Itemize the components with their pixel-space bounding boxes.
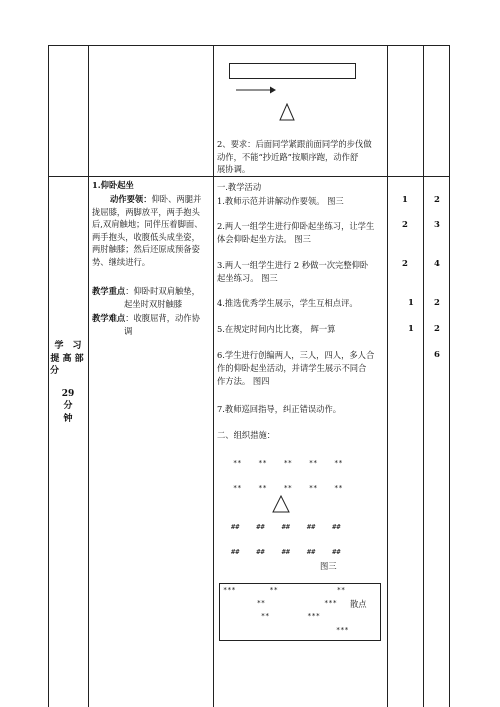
activities-heading: 一.教学活动 bbox=[217, 182, 262, 192]
activity-6-line-2: 作的仰卧起坐活动，并请学生展示不同合 bbox=[217, 363, 367, 373]
activity-7: 7.教师巡回指导，纠正错误动作。 bbox=[217, 404, 342, 414]
times-count: 4 bbox=[434, 259, 440, 269]
group-count: 1 bbox=[408, 298, 414, 308]
group-count: 1 bbox=[408, 324, 414, 334]
activity-6-line-3: 作方法。 图四 bbox=[217, 376, 270, 386]
essentials-line-1: 仰卧、两腿并 bbox=[151, 194, 202, 204]
teacher-triangle-icon bbox=[272, 495, 290, 513]
group-count: 2 bbox=[402, 220, 408, 230]
teacher-triangle-icon bbox=[279, 103, 295, 121]
column-divider-4 bbox=[423, 45, 424, 707]
running-lane-box bbox=[229, 63, 356, 79]
organization-heading: 二、组织措施： bbox=[217, 430, 276, 440]
activity-3-line-2: 起坐练习。 图三 bbox=[217, 273, 278, 283]
formation-row-2: ** ** ** ** ** bbox=[233, 484, 343, 492]
row-divider bbox=[48, 176, 449, 177]
activity-5: 5.在规定时间内比比赛， 辉一算 bbox=[217, 324, 336, 334]
scatter-row-4: *** bbox=[336, 626, 349, 634]
requirement-text: 2、要求：后面同学紧跟前面同学的步伐做 动作，不能“抄近路”按顺序跑，动作舒 展协调。 bbox=[217, 139, 372, 174]
section-label: 学 习 提 高 部 分 29 分 钟 bbox=[50, 341, 84, 424]
arrow-icon bbox=[236, 85, 276, 95]
column-divider-3 bbox=[387, 45, 388, 707]
activity-1: 1.教师示范并讲解动作要领。 图三 bbox=[217, 196, 344, 206]
activity-2-line-2: 体会仰卧起坐方法。 图三 bbox=[217, 234, 311, 244]
formation-row-1: ** ** ** ** ** bbox=[233, 459, 343, 467]
activity-6-line-1: 6.学生进行创编两人，三人，四人，多人合 bbox=[217, 350, 375, 360]
formation-row-3: ## ## ## ## ## bbox=[231, 523, 341, 531]
exercise-title: 1.仰卧起坐 bbox=[92, 180, 134, 190]
essentials-label: 动作要领： bbox=[110, 194, 152, 204]
times-count: 2 bbox=[434, 298, 440, 308]
scatter-row-1: *** ** ** bbox=[223, 586, 346, 594]
difficulty: 教学难点：收腹屈背，动作协 调 bbox=[92, 313, 200, 336]
scatter-label: 散点 bbox=[350, 599, 367, 609]
times-count: 2 bbox=[434, 324, 440, 334]
times-count: 3 bbox=[434, 220, 440, 230]
key-points: 教学重点：仰卧时双肩触垫， 起坐时双肘触膝 bbox=[92, 286, 200, 309]
formation-row-4: ## ## ## ## ## bbox=[231, 548, 341, 556]
group-count: 2 bbox=[402, 259, 408, 269]
activity-2-line-1: 2.两人一组学生进行仰卧起坐练习，让学生 bbox=[217, 221, 375, 231]
activity-3-line-1: 3.两人一组学生进行 2 秒做一次完整仰卧 bbox=[217, 260, 369, 270]
column-divider-2 bbox=[213, 45, 214, 707]
table-right-border bbox=[449, 45, 450, 707]
group-count: 1 bbox=[402, 195, 408, 205]
table-top-border bbox=[48, 45, 449, 46]
scatter-row-2: ** *** bbox=[223, 599, 337, 607]
times-count: 6 bbox=[434, 350, 440, 360]
figure-3-caption: 图三 bbox=[320, 561, 337, 571]
action-essentials: 动作要领：仰卧、两腿并 拢屈膝，两脚放平，两手抱头 后,双肩触地；同伴压着脚面、 两手抱头，收腹低头成坐姿， 两肘触膝；然后还原成预备姿 势、继续进行。 bbox=[92, 194, 203, 267]
column-divider-1 bbox=[88, 45, 89, 707]
scatter-row-3: ** *** bbox=[223, 612, 320, 620]
times-count: 2 bbox=[434, 195, 440, 205]
activity-4: 4.推选优秀学生展示，学生互相点评。 bbox=[217, 298, 358, 308]
